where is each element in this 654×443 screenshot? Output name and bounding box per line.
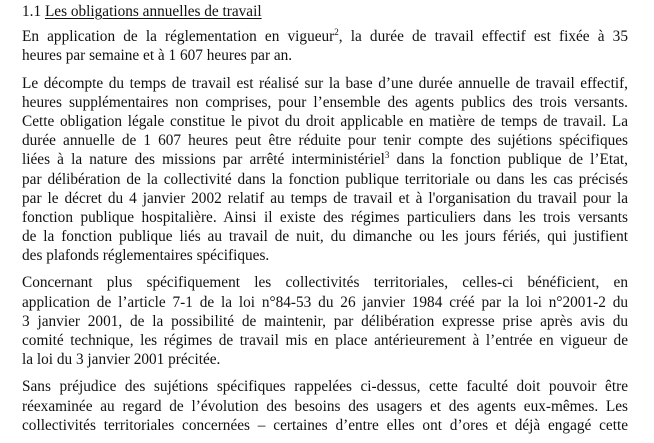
- text-line: Le décompte du temps de travail est réalisé sur la base d’une durée annuelle de travail effectif,: [22, 74, 628, 92]
- text-segment: liées à la nature des missions par arrêté interministériel: [22, 151, 385, 169]
- footnote-ref-2[interactable]: 2: [334, 27, 339, 38]
- paragraph-2: [22, 74, 628, 266]
- paragraph-1: [22, 27, 628, 65]
- text-line: [22, 27, 628, 46]
- text-line: heures supplémentaires non comprises, pour l’ensemble des agents publics des trois versants.: [22, 93, 628, 111]
- section-number: 1.1: [22, 3, 42, 20]
- text-line: par délibération de la collectivité dans la fonction publique territoriale ou dans les cas précisés: [22, 170, 628, 188]
- text-line: Sans préjudice des sujétions spécifiques rappelées ci-dessus, cette faculté doit pouvoir être: [22, 378, 628, 396]
- text-line: par le décret du 4 janvier 2002 relatif au temps de travail et à l'organisation du travail pour la: [22, 189, 628, 207]
- text-line: durée annuelle de 1 607 heures peut être réduite pour tenir compte des sujétions spécifiques: [22, 132, 628, 150]
- text-line: 3 janvier 2001, de la possibilité de maintenir, par délibération expresse prise après avis du: [22, 312, 628, 330]
- text-segment: , la durée de travail effectif est fixée à 35: [338, 28, 628, 46]
- text-line: heures par semaine et à 1 607 heures par an.: [22, 47, 293, 65]
- text-line: la loi du 3 janvier 2001 précitée.: [22, 351, 221, 369]
- section-heading: [22, 2, 628, 21]
- text-line: de la fonction publique liés au travail de nuit, du dimanche ou les jours fériés, qui justifient: [22, 228, 628, 246]
- text-line: réexaminée au regard de l’évolution des besoins des usagers et des agents eux-mêmes. Les: [22, 397, 628, 415]
- text-line: comité technique, les régimes de travail mis en place antérieurement à l’entrée en vigueur de: [22, 332, 628, 350]
- text-line: [22, 150, 628, 169]
- section-title: Les obligations annuelles de travail: [44, 3, 262, 20]
- text-line: application de l’article 7-1 de la loi n°84-53 du 26 janvier 1984 créé par la loi n°2001-2 du: [22, 293, 628, 311]
- text-line: fonction publique hospitalière. Ainsi il existe des régimes particuliers dans les trois versants: [22, 208, 628, 226]
- paragraph-4: [22, 377, 628, 435]
- document-page: [22, 2, 628, 443]
- text-segment: En application de la réglementation en vigueur: [22, 28, 335, 46]
- text-line: des plafonds réglementaires spécifiques.: [22, 247, 270, 265]
- text-line: Concernant plus spécifiquement les collectivités territoriales, celles-ci bénéficient, en: [22, 274, 628, 292]
- footnote-ref-3[interactable]: 3: [384, 150, 390, 161]
- text-line: Cette obligation légale constitue le pivot du droit applicable en matière de temps de travail. La: [22, 112, 628, 130]
- text-line: collectivités territoriales concernées – certaines d’entre elles ont d’ores et déjà engagé cette: [22, 416, 628, 434]
- paragraph-3: [22, 273, 628, 369]
- text-segment: dans la fonction publique de l’Etat,: [389, 151, 628, 169]
